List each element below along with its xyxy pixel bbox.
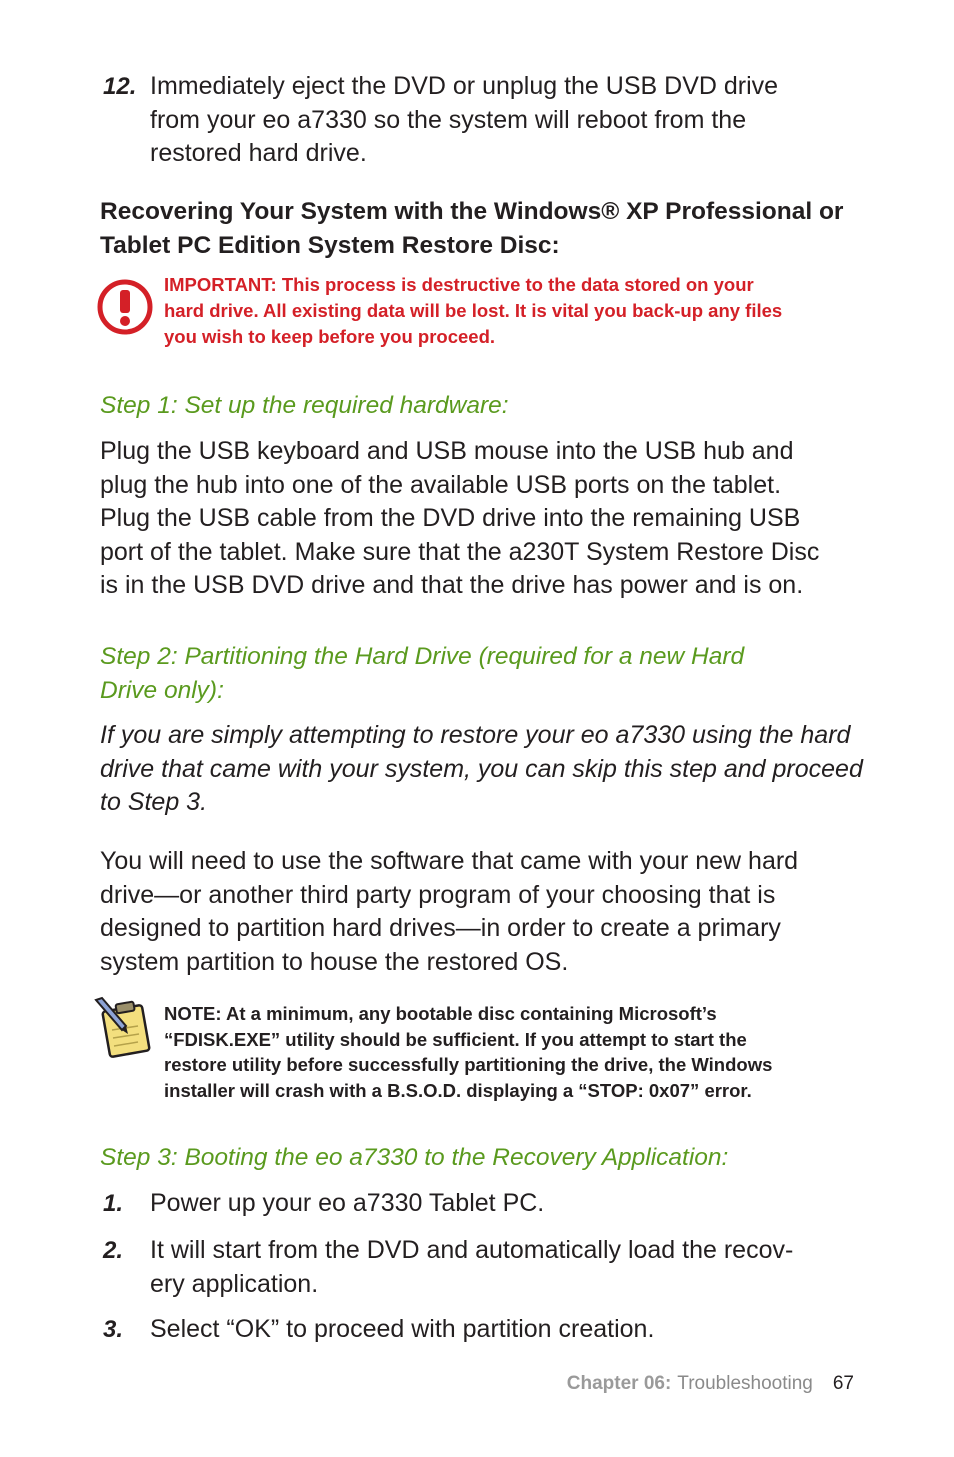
list-item-3-text (150, 1313, 654, 1347)
footer-chapter: Chapter 06: (566, 1373, 672, 1394)
text-line: drive that came with your system, you can skip this step and proceed (100, 754, 863, 783)
text-line: designed to partition hard drives—in order to create a primary (100, 914, 781, 942)
note-line: restore utility before successfully partitioning the drive, the Windows (164, 1054, 773, 1075)
page-number: 67 (832, 1373, 854, 1394)
step-2-heading (100, 640, 744, 707)
text-line: plug the hub into one of the available USB ports on the tablet. (100, 470, 782, 499)
heading-line: Recovering Your System with the Windows® XP Professional or (100, 198, 844, 225)
text-line: port of the tablet. Make sure that the a230T System Restore Disc (100, 537, 820, 566)
heading-line: Step 2: Partitioning the Hard Drive (required for a new Hard (100, 643, 745, 670)
exclamation-icon (97, 279, 153, 335)
list-number-2: 2. (103, 1237, 124, 1264)
text-line: Power up your eo a7330 Tablet PC. (150, 1189, 545, 1217)
list-number-3: 3. (103, 1316, 124, 1343)
step-2-body (100, 845, 798, 979)
step-1-heading: Step 1: Set up the required hardware: (100, 392, 509, 419)
list-number-1: 1. (103, 1190, 124, 1217)
heading-line: Tablet PC Edition System Restore Disc: (100, 231, 560, 259)
text-line: Select “OK” to proceed with partition creation. (150, 1315, 655, 1343)
note-line: “FDISK.EXE” utility should be sufficient. If you attempt to start the (164, 1028, 747, 1050)
warning-line: hard drive. All existing data will be lost. It is vital you back-up any files (164, 300, 783, 321)
text-line: Plug the USB keyboard and USB mouse into the USB hub and (100, 437, 794, 465)
text-line: restored hard drive. (150, 139, 367, 167)
note-text (164, 1001, 772, 1103)
warning-line: IMPORTANT: This process is destructive to the data stored on your (164, 274, 754, 295)
note-line: installer will crash with a B.S.O.D. displaying a “STOP: 0x07” error. (164, 1079, 752, 1101)
important-warning (164, 272, 782, 350)
text-line: to Step 3. (100, 788, 208, 816)
footer-section: Troubleshooting (677, 1373, 813, 1394)
text-line: ery application. (150, 1269, 319, 1298)
step-3-heading: Step 3: Booting the eo a7330 to the Recovery Application: (100, 1144, 729, 1171)
warning-line: you wish to keep before you proceed. (164, 326, 496, 347)
list-item-12-text (150, 70, 778, 171)
text-line: You will need to use the software that came with your new hard (100, 847, 799, 875)
list-item-1-text (150, 1187, 544, 1221)
note-pad-icon (92, 996, 154, 1058)
text-line: drive—or another third party program of your choosing that is (100, 880, 776, 909)
list-item-2-text (150, 1234, 793, 1301)
text-line: If you are simply attempting to restore your eo a7330 using the hard (100, 721, 851, 749)
page-footer (567, 1372, 854, 1396)
text-line: Immediately eject the DVD or unplug the USB DVD drive (150, 72, 779, 100)
note-line: NOTE: At a minimum, any bootable disc containing Microsoft’s (164, 1003, 717, 1024)
text-line: Plug the USB cable from the DVD drive into the remaining USB (100, 504, 801, 532)
list-number-12: 12. (103, 73, 137, 100)
text-line: system partition to house the restored OS. (100, 947, 569, 976)
text-line: is in the USB DVD drive and that the drive has power and is on. (100, 571, 804, 599)
section-heading (100, 195, 843, 262)
text-line: from your eo a7330 so the system will reboot from the (150, 105, 747, 134)
heading-line: Drive only): (100, 676, 224, 704)
step-2-note (100, 719, 863, 820)
step-1-body (100, 435, 819, 603)
text-line: It will start from the DVD and automatically load the recov- (150, 1236, 794, 1264)
